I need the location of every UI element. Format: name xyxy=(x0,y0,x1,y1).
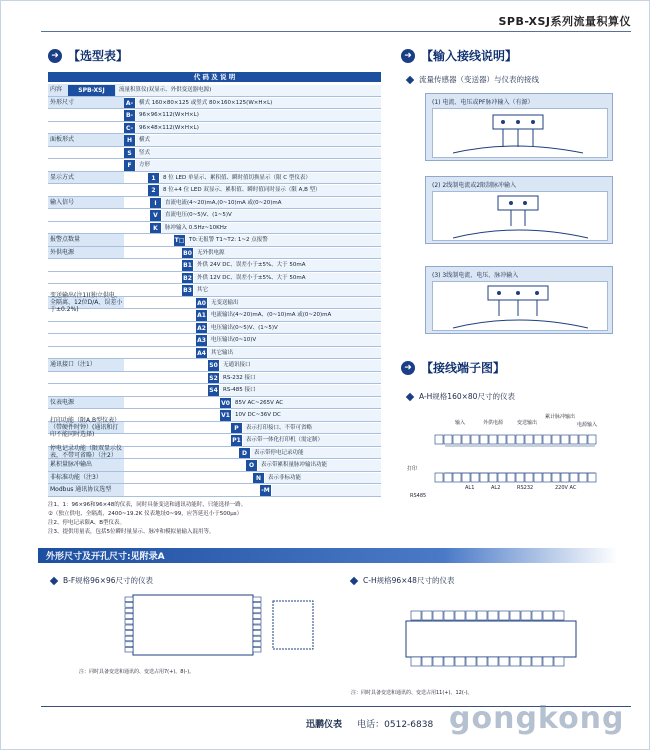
wiring-box-1-diagram xyxy=(432,108,608,158)
terminal-block xyxy=(498,473,506,482)
selection-code: O xyxy=(246,460,257,471)
selection-description xyxy=(272,485,381,496)
selection-description: 无外供电源 xyxy=(194,248,381,259)
selection-description: 表示非标功能 xyxy=(265,473,381,484)
terminal-block xyxy=(534,473,542,482)
selection-description: 方形 xyxy=(136,160,381,171)
terminal-block xyxy=(570,473,578,482)
selection-code: B0 xyxy=(183,249,192,257)
selection-row xyxy=(48,322,381,335)
terminal-block xyxy=(411,657,421,666)
selection-description: RS-485 接口 xyxy=(220,385,381,396)
terminal-block xyxy=(510,657,520,666)
bf-diagram-svg xyxy=(63,591,318,661)
terminal-label-al1: AL1 xyxy=(465,485,475,491)
terminal-block xyxy=(422,611,432,620)
terminal-heading-text: 【接线端子图】 xyxy=(421,361,506,375)
selection-description: 无通讯接口 xyxy=(220,360,381,371)
selection-description: 直流电流(4~20)mA,(0~10)mA 或(0~20)mA xyxy=(162,198,381,209)
terminal-block xyxy=(422,657,432,666)
selection-row xyxy=(48,147,381,160)
terminal-block xyxy=(462,435,470,444)
selection-code: A1 xyxy=(197,312,206,319)
terminal-block xyxy=(579,435,587,444)
selection-description: 脉冲输入 0.5Hz~10KHz xyxy=(162,223,381,234)
wiring-box-2 xyxy=(425,176,613,244)
selection-code: S0 xyxy=(209,362,218,369)
selection-code: -M xyxy=(261,487,270,494)
terminal-heading xyxy=(401,359,505,376)
selection-group-label: 停电记录功能（限双显示仪表，不带可省略）（注2） xyxy=(50,445,123,460)
wiring-heading-text: 【输入接线说明】 xyxy=(421,49,518,63)
terminal-block xyxy=(435,435,443,444)
arrow-right-icon: ➜ xyxy=(401,361,415,375)
selection-description: 外供 12V DC、误差小于±5%、大于 50mA xyxy=(194,273,381,284)
terminal-block xyxy=(253,597,261,602)
selection-row xyxy=(48,84,381,97)
terminal-block xyxy=(552,473,560,482)
terminal-block xyxy=(561,473,569,482)
selection-code: B3 xyxy=(183,287,192,294)
selection-notes xyxy=(48,501,378,537)
terminal-block xyxy=(125,625,133,630)
selection-code: P xyxy=(231,423,242,434)
note-line: 注3、提供用量表，包括5位瞬时量显示、脉冲和模拟量输入混用等。 xyxy=(48,529,215,535)
terminal-label-pulse: 累计脉冲输出 xyxy=(545,414,576,420)
wiring-subtitle xyxy=(407,74,539,85)
selection-code: F xyxy=(124,160,135,171)
selection-code: SPB-XSJ xyxy=(68,85,115,96)
diamond-icon xyxy=(350,576,358,584)
terminal-block xyxy=(507,435,515,444)
selection-code: V0 xyxy=(221,399,230,407)
terminal-block xyxy=(453,435,461,444)
wiring-subtitle-text: 流量传感器（变送器）与仪表的接线 xyxy=(419,75,539,84)
selection-row xyxy=(48,309,381,322)
selection-description: 表示带一体化打印机（需定制） xyxy=(243,435,381,446)
terminal-label-print: 打印 xyxy=(407,466,418,472)
selection-code: 2 xyxy=(148,185,159,196)
terminal-block xyxy=(579,473,587,482)
terminal-block xyxy=(561,435,569,444)
terminal-block xyxy=(477,657,487,666)
terminal-block xyxy=(253,608,261,613)
diamond-icon xyxy=(50,576,58,584)
terminal-block xyxy=(411,611,421,620)
selection-description: 85V AC~265V AC xyxy=(232,398,381,409)
terminal-block xyxy=(489,435,497,444)
terminal-block xyxy=(444,611,454,620)
terminal-block xyxy=(554,657,564,666)
selection-table xyxy=(48,72,381,495)
terminal-block xyxy=(433,657,443,666)
selection-heading xyxy=(48,47,128,64)
terminal-block xyxy=(444,657,454,666)
selection-description: RS-232 接口 xyxy=(220,373,381,384)
terminal-block xyxy=(253,636,261,641)
selection-group-label: 面板形式 xyxy=(48,134,124,146)
selection-row xyxy=(48,234,381,247)
terminal-block xyxy=(477,611,487,620)
selection-row xyxy=(48,172,381,185)
header xyxy=(1,1,650,37)
selection-description: 96×96×112(W×H×L) xyxy=(136,110,381,121)
selection-row xyxy=(48,334,381,347)
selection-row xyxy=(48,109,381,122)
bf-subtitle-text: B-F规格96×96尺寸的仪表 xyxy=(63,576,154,585)
terminal-block xyxy=(125,642,133,647)
selection-group-label: 外形尺寸 xyxy=(48,97,124,109)
selection-code: K xyxy=(150,223,161,234)
terminal-block xyxy=(570,435,578,444)
selection-group-label: 报警点数量 xyxy=(48,234,124,246)
terminal-block xyxy=(480,435,488,444)
selection-row xyxy=(48,247,381,260)
selection-row xyxy=(48,447,381,460)
terminal-block xyxy=(435,473,443,482)
selection-row xyxy=(48,97,381,110)
selection-code: A4 xyxy=(197,349,206,357)
terminal-block xyxy=(462,473,470,482)
selection-code: T□ xyxy=(174,237,185,244)
bf-diagram xyxy=(63,591,318,661)
terminal-block xyxy=(480,473,488,482)
terminal-block xyxy=(588,435,596,444)
selection-code: A- xyxy=(125,99,134,107)
selection-group-label: 打印功能（限A,B型仪表）（带硬件时钟）(通讯和打印不能同时选择) xyxy=(48,422,124,434)
selection-code: B2 xyxy=(183,274,192,282)
selection-code: S4 xyxy=(209,387,218,394)
document-title: SPB-XSJ系列流量积算仪 xyxy=(498,15,631,28)
selection-row xyxy=(48,472,381,485)
selection-heading-text: 【选型表】 xyxy=(68,49,129,63)
selection-description: 外供 24V DC、误差小于±5%、大于 50mA xyxy=(194,260,381,271)
selection-description: 表示带累积量脉冲输出功能 xyxy=(258,460,381,471)
selection-description: 横式 160×80×125 或竖式 80×160×125(W×H×L) xyxy=(136,98,381,109)
wiring-diagram-2 xyxy=(433,192,609,242)
wiring-box-3-label: (3) 3线制电流、电压、脉冲输入 xyxy=(432,272,519,279)
selection-group-label: 显示方式 xyxy=(48,172,124,184)
terminal-block xyxy=(455,657,465,666)
wiring-box-2-diagram xyxy=(432,191,608,241)
selection-description: 10V DC~36V DC xyxy=(232,410,381,421)
terminal-block xyxy=(532,611,542,620)
selection-row xyxy=(48,347,381,360)
terminal-block xyxy=(543,657,553,666)
selection-group-label: 变送输出(注1)(独立供电、全隔离、12位D/A、误差小于±0.2%) xyxy=(50,291,123,313)
selection-description: 电压输出(0~5)V、(1~5)V xyxy=(208,323,381,334)
selection-group-label: 仪表电源 xyxy=(48,397,124,409)
selection-description: 表示打印接口、不带可省略 xyxy=(243,423,381,434)
terminal-block xyxy=(507,473,515,482)
selection-code: C- xyxy=(125,124,134,132)
selection-description: 8 位+4 位 LED 双显示、累积值、瞬时值同时显示（限 A,B 型） xyxy=(160,185,381,196)
terminal-block xyxy=(525,435,533,444)
terminal-label-transmit: 变送输出 xyxy=(517,420,538,426)
wiring-diagram-1 xyxy=(433,109,609,159)
selection-row xyxy=(48,259,381,272)
wiring-diagram-3 xyxy=(433,282,609,332)
ch-subtitle-text: C-H规格96×48尺寸的仪表 xyxy=(363,576,455,585)
selection-description: 竖式 xyxy=(136,148,381,159)
selection-group-label: 外供电源 xyxy=(48,247,124,259)
terminal-block xyxy=(433,611,443,620)
terminal-block xyxy=(499,657,509,666)
arrow-right-icon: ➜ xyxy=(48,49,62,63)
terminal-block xyxy=(455,611,465,620)
terminal-block xyxy=(466,611,476,620)
terminal-subtitle-text: A-H规格160×80尺寸的仪表 xyxy=(419,392,515,401)
terminal-block xyxy=(552,435,560,444)
wiring-box-1 xyxy=(425,93,613,161)
selection-row xyxy=(48,372,381,385)
terminal-block xyxy=(543,611,553,620)
terminal-block xyxy=(489,473,497,482)
note-line: 注2、停电记录限A、B型仪表。 xyxy=(48,520,126,526)
selection-row xyxy=(48,272,381,285)
terminal-label-input: 输入 xyxy=(455,420,466,426)
wiring-box-2-label: (2) 2线制电流或2限制脉冲输入 xyxy=(432,182,517,189)
selection-group-label: 内容 xyxy=(48,84,124,96)
terminal-block xyxy=(253,603,261,608)
wiring-box-3-diagram xyxy=(432,281,608,331)
terminal-block xyxy=(444,473,452,482)
terminal-block xyxy=(125,614,133,619)
ch-note: 注：同时具备变送和通讯的、变送占用11(+)、12(-)。 xyxy=(351,690,473,696)
terminal-block xyxy=(471,435,479,444)
selection-description: 直流电压(0~5)V、(1~5)V xyxy=(162,210,381,221)
header-rule xyxy=(41,31,631,32)
selection-code: B- xyxy=(125,112,134,119)
selection-code: P1 xyxy=(232,437,241,444)
selection-row xyxy=(48,291,381,313)
terminal-block xyxy=(253,631,261,636)
terminal-block xyxy=(253,647,261,652)
selection-row xyxy=(48,134,381,147)
selection-code: 1 xyxy=(148,173,159,184)
footer xyxy=(306,717,433,730)
selection-code: S xyxy=(124,148,135,159)
terminal-block xyxy=(488,611,498,620)
terminal-block xyxy=(125,636,133,641)
selection-code: A0 xyxy=(197,299,206,307)
terminal-block xyxy=(125,619,133,624)
selection-code: D xyxy=(239,448,250,459)
selection-row xyxy=(48,416,381,438)
arrow-right-icon: ➜ xyxy=(401,49,415,63)
selection-code: V xyxy=(150,210,161,221)
wiring-box-3 xyxy=(425,266,613,334)
selection-code: A2 xyxy=(197,324,206,332)
diamond-icon xyxy=(406,392,414,400)
selection-row xyxy=(48,484,381,497)
selection-code: I xyxy=(150,198,161,209)
selection-table-header: 代 码 及 说 明 xyxy=(48,72,381,82)
terminal-block xyxy=(510,611,520,620)
selection-row xyxy=(48,459,381,472)
selection-code: B1 xyxy=(183,262,192,269)
bf-note: 注：同时具备变送和通讯的、变送占用7(+)、8(-)。 xyxy=(79,669,195,675)
selection-row xyxy=(48,384,381,397)
terminal-block xyxy=(516,473,524,482)
terminal-block xyxy=(466,657,476,666)
selection-code: N xyxy=(253,473,264,484)
terminal-block xyxy=(498,435,506,444)
selection-description: 横式 xyxy=(136,135,381,146)
selection-row xyxy=(48,122,381,135)
selection-description: 流量积算仪(双显示、外供变送器电源) xyxy=(116,85,381,96)
watermark: gongkong xyxy=(449,701,625,736)
terminal-diagram xyxy=(405,413,620,509)
terminal-block xyxy=(543,473,551,482)
footer-tel: 电话：0512-6838 xyxy=(357,720,434,730)
selection-group-label: Modbus 通讯协议选型 xyxy=(48,484,124,496)
selection-code: A3 xyxy=(197,337,206,344)
selection-group-label: 输入信号 xyxy=(48,197,124,209)
terminal-block xyxy=(253,642,261,647)
selection-description: T0:无报警 T1~T2: 1~2 点报警 xyxy=(186,235,381,246)
wiring-heading xyxy=(401,47,517,64)
terminal-subtitle xyxy=(407,391,515,402)
terminal-block xyxy=(125,647,133,652)
terminal-label-220v: 220V AC xyxy=(555,485,577,491)
bf-subtitle xyxy=(51,575,153,586)
terminal-block xyxy=(588,473,596,482)
dimensions-bar-text: 外形尺寸及开孔尺寸:见附录A xyxy=(46,552,165,562)
terminal-block xyxy=(253,614,261,619)
terminal-block xyxy=(525,473,533,482)
selection-row xyxy=(48,222,381,235)
selection-description: 其它输出 xyxy=(208,348,381,359)
selection-description: 96×48×112(W×H×L) xyxy=(136,123,381,134)
terminal-block xyxy=(253,619,261,624)
terminal-block xyxy=(554,611,564,620)
terminal-block xyxy=(125,631,133,636)
terminal-block xyxy=(521,657,531,666)
terminal-block xyxy=(453,473,461,482)
terminal-label-rs232: RS232 xyxy=(517,485,534,491)
selection-group-label: 通讯接口（注1） xyxy=(48,359,124,371)
footer-company: 迅鹏仪表 xyxy=(306,720,343,730)
selection-description: 8 位 LED 单显示、累积值、瞬时值切换显示（限 C 型仪表） xyxy=(160,173,381,184)
note-line: 注1、1：96×96和96×48的仪表，同时具备变送和通讯功能时，只能选择一路。 xyxy=(48,502,247,508)
selection-row xyxy=(48,209,381,222)
terminal-block xyxy=(471,473,479,482)
selection-group-label: 非标准功能（注3） xyxy=(48,472,124,484)
terminal-label-al2: AL2 xyxy=(491,485,501,491)
terminal-block xyxy=(125,597,133,602)
selection-description: 表示带停电记录功能 xyxy=(251,448,381,459)
diamond-icon xyxy=(406,75,414,83)
selection-code: V1 xyxy=(221,412,230,419)
selection-row xyxy=(48,197,381,210)
terminal-block xyxy=(532,657,542,666)
selection-code: H xyxy=(124,135,135,146)
terminal-block xyxy=(543,435,551,444)
terminal-block xyxy=(499,611,509,620)
terminal-block xyxy=(516,435,524,444)
dimensions-bar xyxy=(38,548,618,563)
selection-row xyxy=(48,359,381,372)
selection-description: 电流输出(4~20)mA、(0~10)mA 或(0~20)mA xyxy=(208,310,381,321)
terminal-block xyxy=(125,603,133,608)
selection-group-label: 累积量脉冲输出 xyxy=(48,459,124,471)
terminal-block xyxy=(488,657,498,666)
terminal-block xyxy=(444,435,452,444)
terminal-block xyxy=(125,608,133,613)
ch-subtitle xyxy=(351,575,454,586)
selection-description: 无变送输出 xyxy=(208,298,381,309)
selection-code: S2 xyxy=(209,374,218,382)
terminal-block xyxy=(253,625,261,630)
note-line: ②（独立供电、全隔离，2400~19.2K 仪表地址0~99，应答延迟小于500μs） xyxy=(48,511,243,517)
ch-diagram-svg xyxy=(361,591,611,683)
terminal-label-supply: 外供电源 xyxy=(483,420,504,426)
terminal-block xyxy=(534,435,542,444)
selection-row xyxy=(48,159,381,172)
selection-row xyxy=(48,397,381,410)
selection-description: 其它 xyxy=(194,285,381,296)
selection-row xyxy=(48,184,381,197)
selection-description: 电压输出(0~10)V xyxy=(208,335,381,346)
terminal-label-power: 电源输入 xyxy=(577,422,598,428)
ch-diagram xyxy=(361,591,611,683)
wiring-box-1-label: (1) 电流、电压或PF脉冲输入（有源） xyxy=(432,99,534,106)
terminal-block xyxy=(521,611,531,620)
terminal-label-rs485: RS485 xyxy=(410,493,427,499)
